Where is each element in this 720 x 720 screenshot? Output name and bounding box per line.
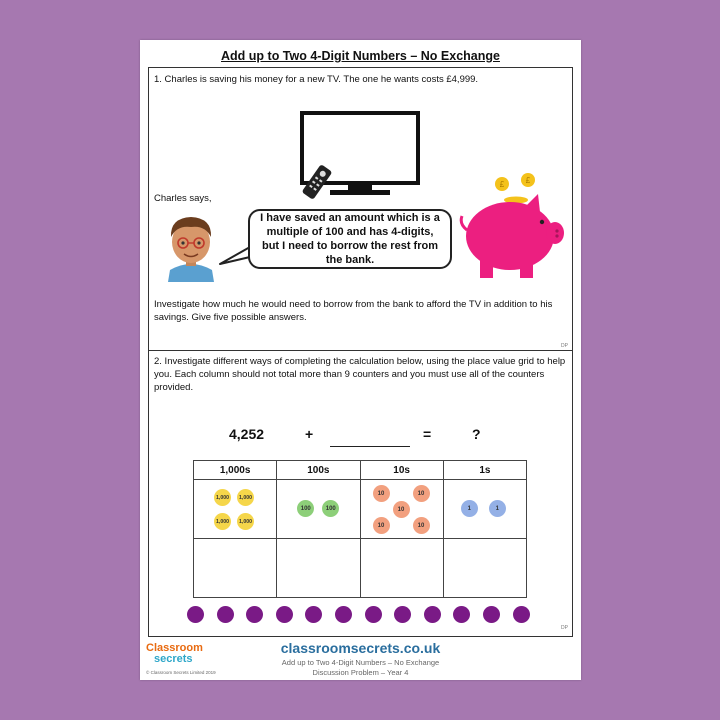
- counter-1: 1: [461, 500, 478, 517]
- counter-10: 10: [413, 517, 430, 534]
- grid-header-thousands: 1,000s: [194, 461, 277, 480]
- counter-100: 100: [322, 500, 339, 517]
- speech-bubble-tail: [218, 245, 252, 267]
- counter-10: 10: [393, 501, 410, 518]
- boy-character-icon: [162, 212, 220, 282]
- spare-counter[interactable]: [276, 606, 293, 623]
- svg-text:£: £: [499, 180, 505, 189]
- grid-header-hundreds: 100s: [277, 461, 360, 480]
- grid-header-tens: 10s: [360, 461, 443, 480]
- worksheet-title: Add up to Two 4-Digit Numbers – No Exchange: [221, 49, 500, 63]
- calc-answer: ?: [472, 426, 481, 442]
- grid-cell-hundreds-counters: [277, 480, 360, 539]
- grid-cell-tens-answer[interactable]: [360, 539, 443, 598]
- footer-title: Add up to Two 4-Digit Numbers – No Exchange: [281, 658, 440, 667]
- counter-10: 10: [413, 485, 430, 502]
- logo-text-bottom: secrets: [154, 653, 193, 665]
- grid-cell-hundreds-answer[interactable]: [277, 539, 360, 598]
- piggy-bank-icon: [458, 170, 568, 282]
- spare-counter[interactable]: [217, 606, 234, 623]
- counter-10: 10: [373, 485, 390, 502]
- question-2-code: DP: [561, 625, 568, 631]
- logo-text-top: Classroom: [146, 642, 203, 654]
- speech-bubble: I have saved an amount which is a multiple of 100 and has 4-digits, but I need to borrow the rest from the bank.: [248, 209, 452, 269]
- copyright-text: © Classroom Secrets Limited 2019: [146, 670, 216, 675]
- counter-100: 100: [297, 500, 314, 517]
- svg-text:£: £: [525, 176, 531, 185]
- spare-counter[interactable]: [424, 606, 441, 623]
- remote-control-icon: [302, 164, 332, 200]
- spare-counter[interactable]: [187, 606, 204, 623]
- counter-1: 1: [489, 500, 506, 517]
- grid-header-ones: 1s: [443, 461, 526, 480]
- counter-10: 10: [373, 517, 390, 534]
- speaker-label: Charles says,: [154, 193, 212, 204]
- spare-counter[interactable]: [483, 606, 500, 623]
- question-1-code: DP: [561, 343, 568, 349]
- site-link[interactable]: classroomsecrets.co.uk: [280, 640, 441, 656]
- question-2-prompt: 2. Investigate different ways of completing the calculation below, using the place value grid to help you. Each column should not total more than 9 counters and you must use all of the counters provided.: [154, 356, 566, 393]
- question-1-task: Investigate how much he would need to borrow from the bank to afford the TV in addition to his savings. Give five possible answers.: [154, 299, 553, 323]
- counter-1000: 1,000: [214, 489, 231, 506]
- counter-1000: 1,000: [237, 513, 254, 530]
- spare-counter[interactable]: [513, 606, 530, 623]
- counter-1000: 1,000: [237, 489, 254, 506]
- place-value-grid: [193, 460, 527, 598]
- spare-counter[interactable]: [335, 606, 352, 623]
- footer-subtitle: Discussion Problem – Year 4: [312, 668, 409, 677]
- grid-cell-thousands-counters: [194, 480, 277, 539]
- counter-1000: 1,000: [214, 513, 231, 530]
- grid-cell-thousands-answer[interactable]: [194, 539, 277, 598]
- worksheet-page: [140, 40, 581, 680]
- spare-counter[interactable]: [365, 606, 382, 623]
- calc-addend: 4,252: [229, 426, 265, 442]
- grid-cell-ones-counters: [443, 480, 526, 539]
- question-1-prompt: 1. Charles is saving his money for a new TV. The one he wants costs £4,999.: [154, 74, 479, 85]
- calc-equals: =: [423, 426, 432, 442]
- calc-plus: +: [305, 426, 314, 442]
- calc-blank-answer[interactable]: [330, 446, 410, 447]
- grid-cell-ones-answer[interactable]: [443, 539, 526, 598]
- grid-cell-tens-counters: [360, 480, 443, 539]
